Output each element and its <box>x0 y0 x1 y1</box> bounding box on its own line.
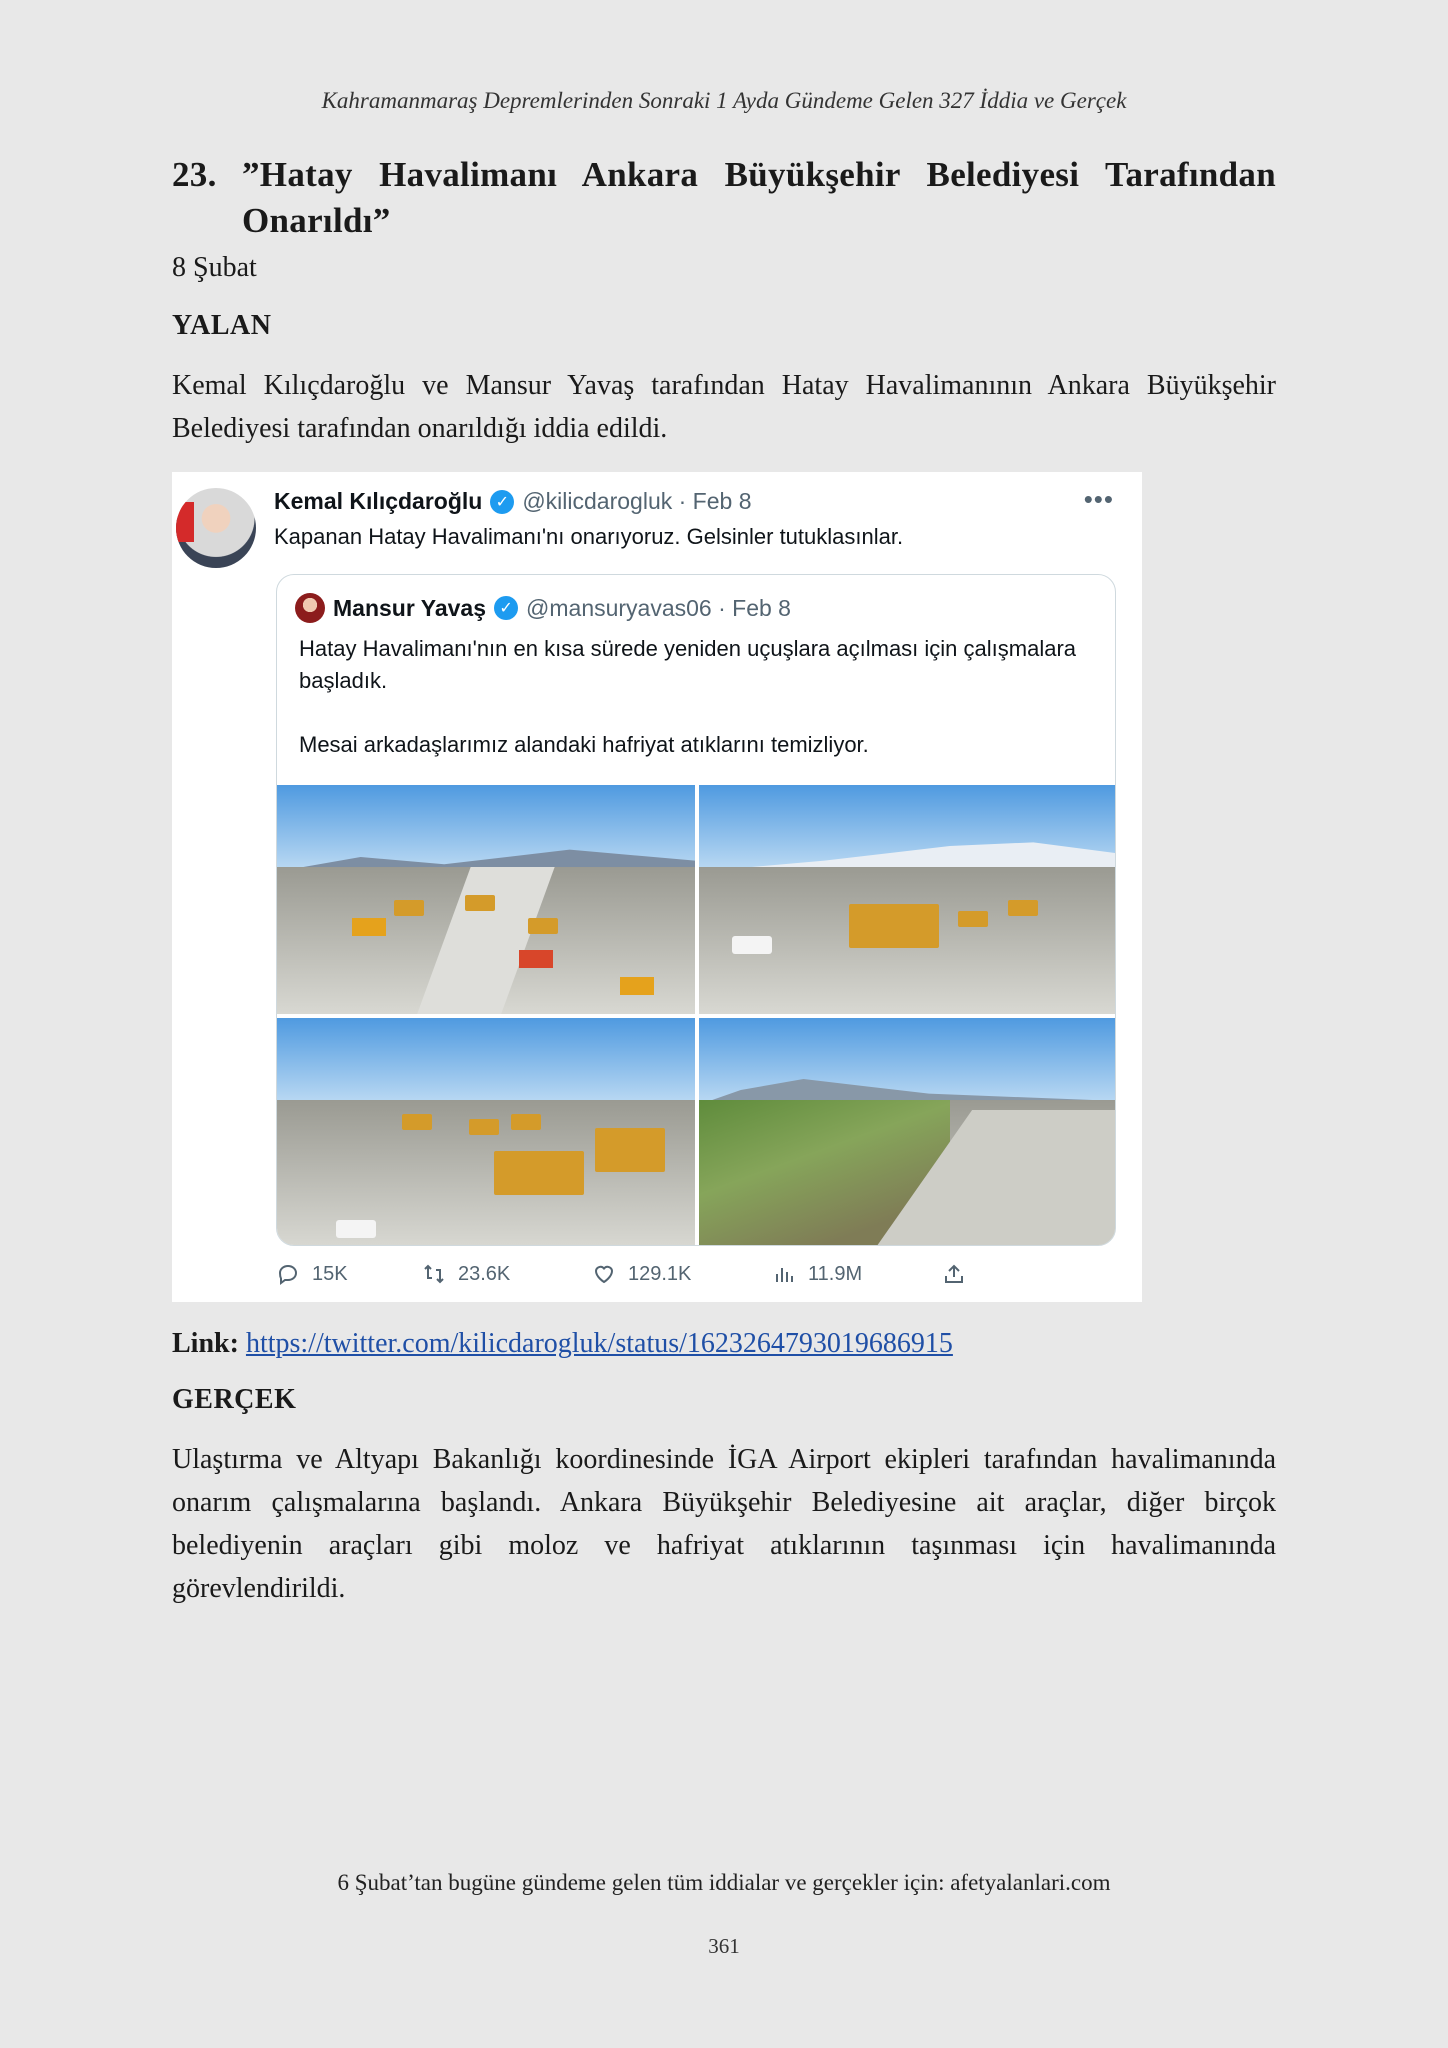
runway-photo-4 <box>699 1018 1116 1246</box>
tweet-handle: @kilicdarogluk · Feb 8 <box>522 488 752 514</box>
reply-count: 15K <box>312 1262 348 1285</box>
quote-text <box>299 633 1089 761</box>
tweet-screenshot <box>172 472 1142 1302</box>
retweet-icon <box>422 1262 446 1286</box>
views-count: 11.9M <box>808 1262 863 1285</box>
running-header: Kahramanmaraş Depremlerinden Sonraki 1 Ayda Gündeme Gelen 327 İddia ve Gerçek <box>321 88 1127 113</box>
tweet-header <box>274 488 752 515</box>
claim-heading <box>172 152 1276 244</box>
views-action <box>772 1262 942 1286</box>
verified-icon: ✓ <box>494 596 518 620</box>
views-icon <box>772 1262 796 1286</box>
page-content <box>172 152 1276 1610</box>
avatar <box>176 488 256 568</box>
like-action <box>592 1262 772 1286</box>
tweet-author: Kemal Kılıçdaroğlu <box>274 488 483 514</box>
verdict-label: YALAN <box>172 310 272 341</box>
link-label: Link: <box>172 1328 239 1359</box>
page-number: 361 <box>708 1934 740 1958</box>
source-link[interactable]: https://twitter.com/kilicdarogluk/status/1623264793019686915 <box>245 1328 953 1359</box>
claim-number: 23. <box>172 155 217 194</box>
claim-title: ”Hatay Havalimanı Ankara Büyükşehir Belediyesi Tarafından Onarıldı” <box>242 155 1276 240</box>
tweet-actions <box>276 1262 966 1286</box>
flag-icon <box>176 502 194 542</box>
runway-photo-1 <box>277 785 695 1014</box>
quote-handle: @mansuryavas06 · Feb 8 <box>526 594 791 621</box>
reply-icon <box>276 1262 300 1286</box>
page-footer: 6 Şubat’tan bugüne gündeme gelen tüm iddialar ve gerçekler için: afetyalanlari.com <box>337 1870 1111 1895</box>
quote-avatar <box>295 593 325 623</box>
share-action <box>942 1262 966 1286</box>
quote-text-line-1: Hatay Havalimanı'nın en kısa sürede yeniden uçuşlara açılması için çalışmalara başladık. <box>299 636 1077 693</box>
more-icon: ••• <box>1083 484 1114 514</box>
claim-date: 8 Şubat <box>172 252 257 283</box>
source-link-line <box>172 1328 1276 1360</box>
reply-action <box>276 1262 422 1286</box>
quote-header <box>295 593 791 623</box>
quote-text-line-2: Mesai arkadaşlarımız alandaki hafriyat atıklarını temizliyor. <box>299 732 869 757</box>
runway-photo-3 <box>277 1018 695 1246</box>
photo-grid <box>277 785 1116 1246</box>
runway-photo-2 <box>699 785 1116 1014</box>
heart-icon <box>592 1262 616 1286</box>
like-count: 129.1K <box>628 1262 692 1285</box>
tweet-text: Kapanan Hatay Havalimanı'nı onarıyoruz. Gelsinler tutuklasınlar. <box>274 524 904 549</box>
quoted-tweet <box>276 574 1116 1246</box>
retweet-count: 23.6K <box>458 1262 511 1285</box>
truth-text: Ulaştırma ve Altyapı Bakanlığı koordinesinde İGA Airport ekipleri tarafından havalimanında onarım çalışmalarına başlandı. Ankara Büyükşehir Belediyesine ait araçlar, diğer birçok belediyenin araçları gibi moloz ve hafriyat atıklarının taşınması için havalimanında görevlendirildi. <box>172 1444 1276 1604</box>
retweet-action <box>422 1262 592 1286</box>
claim-description: Kemal Kılıçdaroğlu ve Mansur Yavaş tarafından Hatay Havalimanının Ankara Büyükşehir Belediyesi tarafından onarıldığı iddia edildi. <box>172 370 1276 444</box>
verified-icon: ✓ <box>490 490 514 514</box>
truth-label: GERÇEK <box>172 1384 297 1415</box>
quote-author: Mansur Yavaş <box>333 594 487 621</box>
share-icon <box>942 1262 966 1286</box>
